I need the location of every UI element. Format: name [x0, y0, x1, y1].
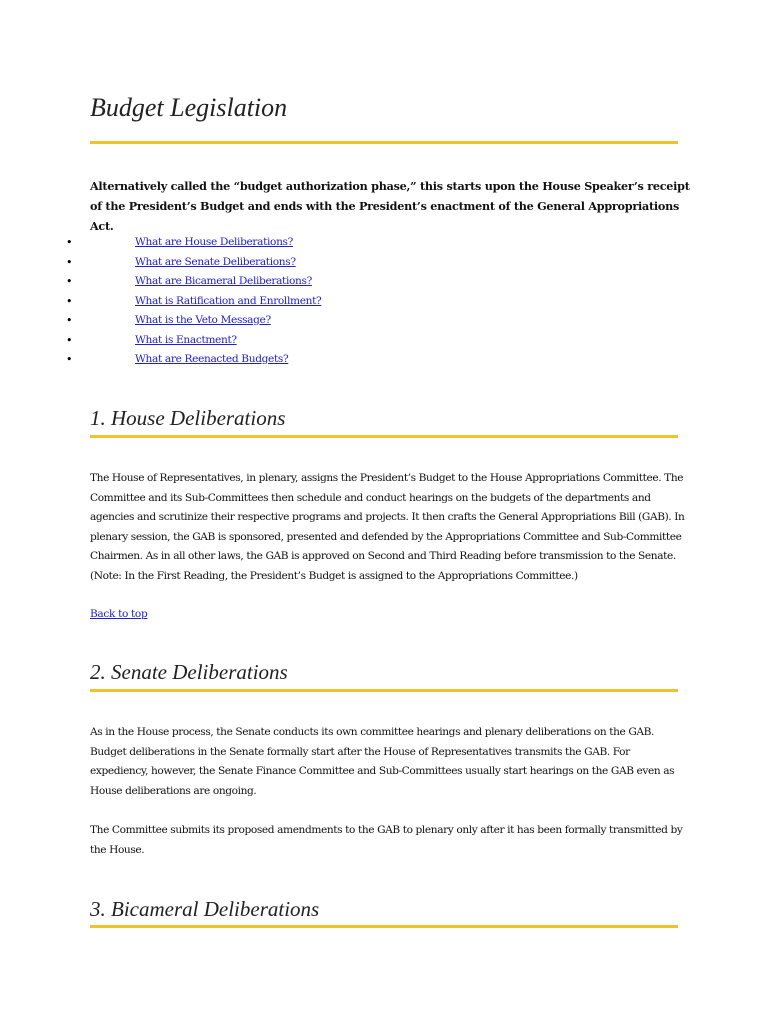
senate-deliberations-paragraph-2: The Committee submits its proposed amendments to the GAB to plenary only after it has been formally transmitted by the House.	[90, 824, 683, 856]
toc-link-bicameral-deliberations[interactable]: What are Bicameral Deliberations?	[135, 275, 312, 287]
bullet-icon: •	[66, 236, 73, 249]
title-divider	[90, 141, 678, 144]
senate-deliberations-paragraph-1: As in the House process, the Senate conducts its own committee hearings and plenary deliberations on the GAB. Budget deliberations in the Senate formally start after the House of Representatives transmits the GAB. For expediency, however, the Senate Finance Committee and Sub-Committees usually start hearings on the GAB even as House deliberations are ongoing.	[90, 726, 675, 797]
section-divider	[90, 435, 678, 438]
section-heading-senate-deliberations: 2. Senate Deliberations	[90, 660, 288, 684]
bullet-icon: •	[66, 353, 73, 366]
toc-link-enactment[interactable]: What is Enactment?	[135, 333, 237, 346]
intro-paragraph: Alternatively called the “budget authorization phase,” this starts upon the House Speaker’s receipt of the President’s Budget and ends with the President’s enactment of the General Appropriations Act.	[90, 179, 690, 233]
section-heading-bicameral-deliberations: 3. Bicameral Deliberations	[90, 897, 320, 921]
house-deliberations-paragraph: The House of Representatives, in plenary, assigns the President’s Budget to the House Appropriations Committee. The Committee and its Sub-Committees then schedule and conduct hearings on the budgets of the departments and agencies and scrutinize their respective programs and projects. It then crafts the General Appropriations Bill (GAB). In plenary session, the GAB is sponsored, presented and defended by the Appropriations Committee and Sub-Committee Chairmen. As in all other laws, the GAB is approved on Second and Third Reading before transmission to the Senate. (Note: In the First Reading, the President’s Budget is assigned to the Appropriations Committee.)	[90, 472, 685, 582]
section-divider	[90, 689, 678, 692]
toc-link-house-deliberations[interactable]: What are House Deliberations?	[135, 236, 293, 248]
section-divider	[90, 925, 678, 928]
toc-link-ratification-enrollment[interactable]: What is Ratification and Enrollment?	[135, 294, 322, 307]
bullet-icon: •	[66, 333, 73, 347]
back-to-top-link[interactable]: Back to top	[90, 608, 148, 620]
bullet-icon: •	[66, 255, 73, 269]
toc-link-veto-message[interactable]: What is the Veto Message?	[135, 314, 271, 326]
bullet-icon: •	[66, 275, 73, 288]
section-heading-house-deliberations: 1. House Deliberations	[90, 406, 286, 430]
bullet-icon: •	[66, 314, 73, 327]
page-title: Budget Legislation	[90, 93, 288, 122]
toc-link-senate-deliberations[interactable]: What are Senate Deliberations?	[135, 255, 296, 268]
toc-link-reenacted-budgets[interactable]: What are Reenacted Budgets?	[135, 353, 289, 365]
bullet-icon: •	[66, 294, 73, 308]
